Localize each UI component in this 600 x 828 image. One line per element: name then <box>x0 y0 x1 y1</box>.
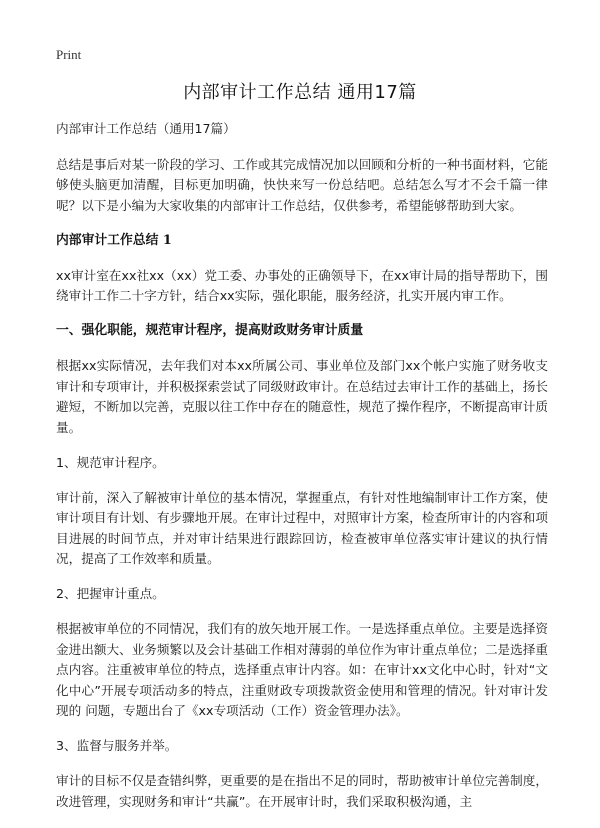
section-heading-1: 内部审计工作总结 1 <box>56 232 172 248</box>
section-heading-2: 一、强化职能，规范审计程序，提高财政财务审计质量 <box>56 323 364 338</box>
paragraph-5: 审计的目标不仅是查错纠弊，更重要的是在指出不足的同时，帮助被审计单位完善制度，改进管理，实现财务和审计“共赢”。在开展审计时，我们采取积极沟通，主 <box>56 773 548 809</box>
list-item-3: 3、监督与服务并举。 <box>56 738 178 753</box>
subtitle-text: 内部审计工作总结（通用17篇） <box>56 121 236 136</box>
paragraph-3: 审计前，深入了解被审计单位的基本情况，掌握重点，有针对性地编制审计工作方案，使审计项目有计划、有步骤地开展。在审计过程中，对照审计方案，检查所审计的内容和项目进展的时间节点，并对审计结果进行跟踪回访，检查被审单位落实审计建议的执行情况，提高了工作效率和质量。 <box>56 489 548 566</box>
document-body <box>56 119 548 827</box>
intro-paragraph: 总结是事后对某一阶段的学习、工作或其完成情况加以回顾和分析的一种书面材料，它能够使头脑更加清醒，目标更加明确，快快来写一份总结吧。总结怎么写才不会千篇一律呢？以下是小编为大家收集的内部审计工作总结，仅供参考，希望能够帮助到大家。 <box>56 156 548 213</box>
paragraph-2: 根据xx实际情况，去年我们对本xx所属公司、事业单位及部门xx个帐户实施了财务收支审计和专项审计，并积极探索尝试了同级财政审计。在总结过去审计工作的基础上，扬长避短，不断加以完善，克服以往工作中存在的随意性，规范了操作程序，不断提高审计质量。 <box>56 358 548 435</box>
paragraph-1: xx审计室在xx社xx（xx）党工委、办事处的正确领导下，在xx审计局的指导帮助下，围绕审计工作二十字方针，结合xx实际，强化职能，服务经济，扎实开展内审工作。 <box>56 267 548 303</box>
list-item-2: 2、把握审计重点。 <box>56 586 165 601</box>
page-title: 内部审计工作总结 通用17篇 <box>183 82 417 103</box>
list-item-1: 1、规范审计程序。 <box>56 454 165 470</box>
print-link[interactable]: Print <box>56 47 82 62</box>
paragraph-4: 根据被审单位的不同情况，我们有的放矢地开展工作。一是选择重点单位。主要是选择资金进出额大、业务频繁以及会计基础工作相对薄弱的单位作为审计重点单位；二是选择重点内容。注重被审单位的特点，选择重点审计内容。如：在审计xx文化中心时，针对“文化中心”开展专项活动多的特点，注重财政专项拨款资金使用和管理的情况。针对审计发现的 问题，专题出台了《xx专项活动（工作）资金管理办法》。 <box>56 621 548 718</box>
